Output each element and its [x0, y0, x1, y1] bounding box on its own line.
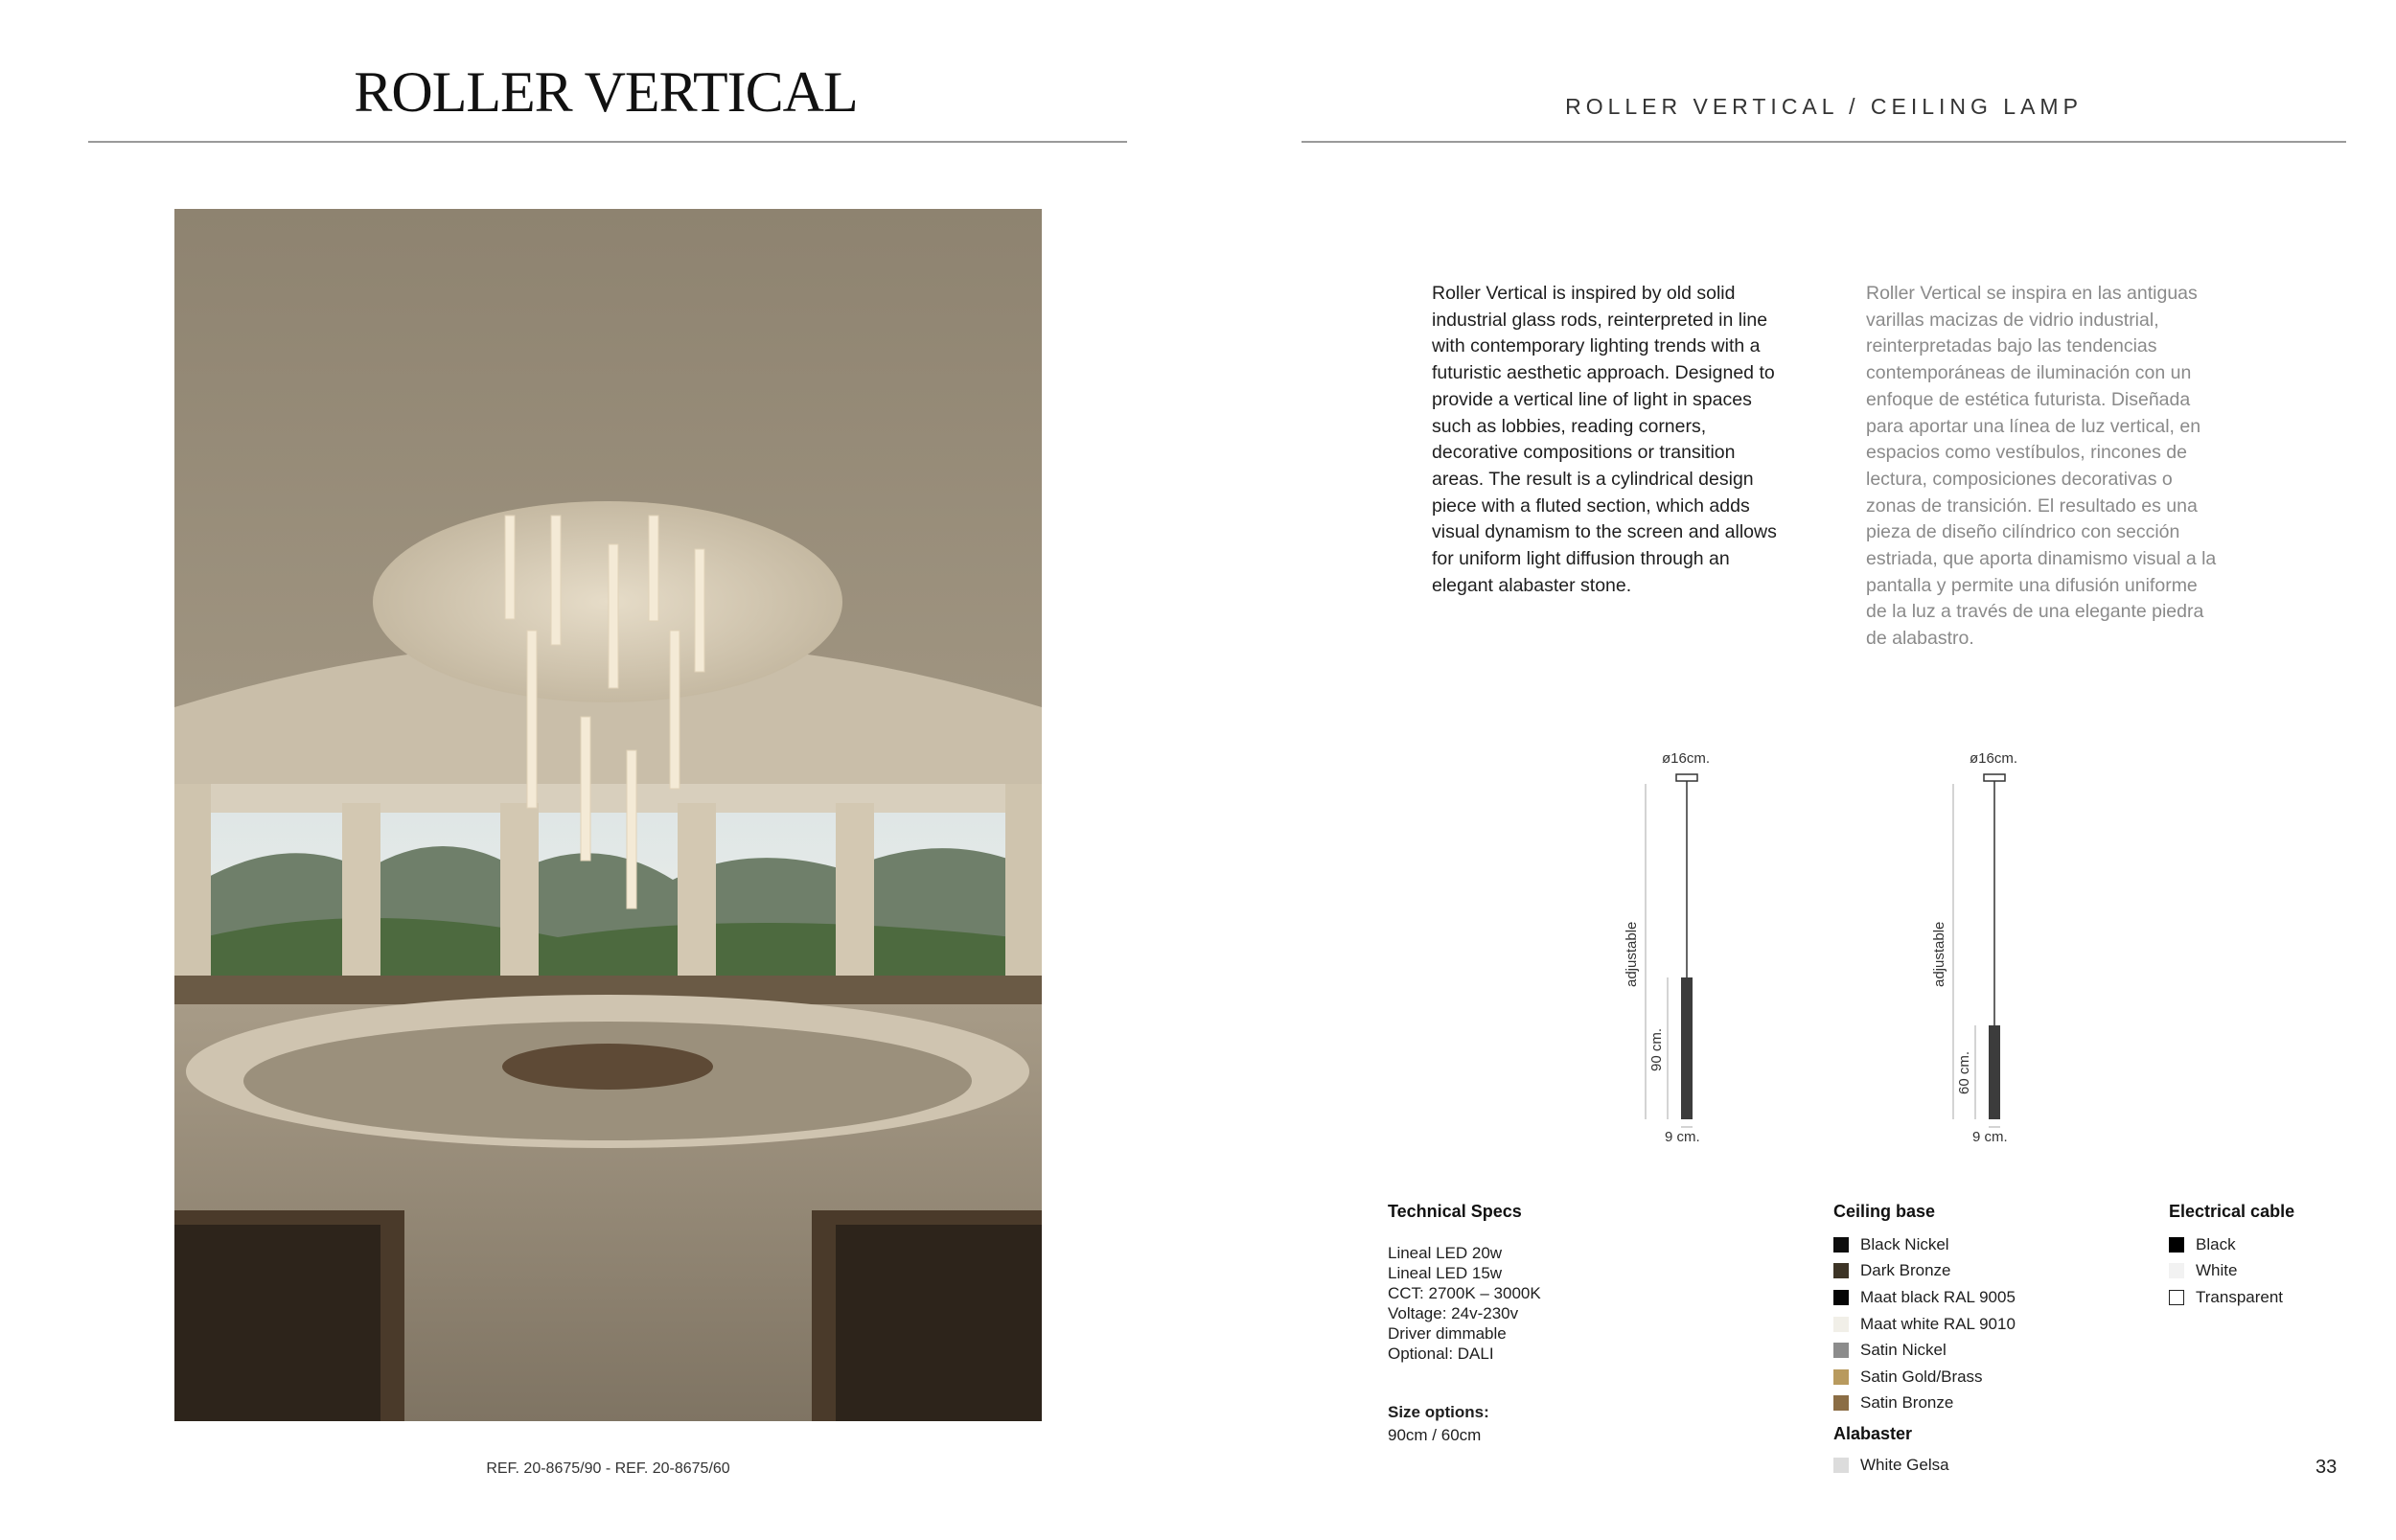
lifestyle-photo [174, 209, 1042, 1421]
spec-line: Driver dimmable [1388, 1324, 1507, 1343]
finish-option [1833, 1391, 2140, 1417]
spec-line: Voltage: 24v-230v [1388, 1304, 1519, 1322]
spec-line: Optional: DALI [1388, 1345, 1494, 1363]
spec-line: Lineal LED 20w [1388, 1244, 1503, 1262]
finish-label: Satin Gold/Brass [1860, 1367, 1983, 1386]
lamp-body [1989, 1025, 2000, 1119]
finish-label: Satin Bronze [1860, 1393, 1954, 1413]
spec-line: Lineal LED 15w [1388, 1264, 1503, 1282]
description-spanish: Roller Vertical se inspira en las antiguas varillas macizas de vidrio industrial, reinterpretadas bajo las tendencias contemporáneas de iluminación con un enfoque de estética futurista. Diseñada para aportar una línea de luz vertical, en espacios como vestíbulos, rincones de lectura, composiciones decorativas o zonas de transición. El resultado es una pieza de diseño cilíndrico con sección estriada, que aporta dinamismo visual a la pantalla y permite una difusión uniforme de la luz a través de una elegante piedra de alabastro. [1866, 283, 2217, 650]
size-options-heading: Size options: [1388, 1403, 1489, 1421]
title-divider [88, 141, 1127, 143]
finish-option [1833, 1284, 2140, 1311]
color-swatch [2169, 1290, 2184, 1305]
ceiling-base-heading: Ceiling base [1833, 1202, 1936, 1221]
width-label: 9 cm. [1665, 1129, 1700, 1145]
alabaster-heading: Alabaster [1833, 1424, 1913, 1444]
canopy-diameter-label: ø16cm. [1662, 750, 1711, 767]
color-swatch [2169, 1263, 2184, 1278]
technical-specs-heading: Technical Specs [1388, 1202, 1522, 1221]
product-reference: REF. 20-8675/90 - REF. 20-8675/60 [486, 1460, 730, 1477]
finish-option [1833, 1364, 2140, 1391]
finish-label: Black Nickel [1860, 1234, 1949, 1253]
cable-option [2169, 1284, 2361, 1311]
canopy-shape [1676, 774, 1697, 781]
cable-label: Black [2196, 1234, 2236, 1253]
cable-label: White [2196, 1261, 2238, 1280]
color-swatch [1833, 1237, 1849, 1253]
color-swatch [1833, 1290, 1849, 1305]
page-title: ROLLER VERTICAL [354, 60, 858, 124]
color-swatch [1833, 1263, 1849, 1278]
length-label: 60 cm. [1956, 1050, 1972, 1094]
page-number: 33 [2315, 1457, 2338, 1478]
electrical-cable-heading: Electrical cable [2169, 1202, 2295, 1221]
finish-option [1833, 1231, 2140, 1258]
adjustable-label: adjustable [1624, 921, 1640, 987]
cable-label: Transparent [2196, 1287, 2284, 1306]
description-english: Roller Vertical is inspired by old solid industrial glass rods, reinterpreted in line with contemporary lighting trends with a futuristic aesthetic approach. Designed to provide a vertical line of light in spaces such as lobbies, reading corners, decorative compositions or transition areas. The result is a cylindrical design piece with a fluted section, which adds visual dynamism to the screen and allows for uniform light diffusion through an elegant alabaster stone. [1432, 283, 1777, 596]
technical-specs [1388, 1202, 1675, 1445]
canopy-shape [1984, 774, 2005, 781]
technical-drawing-60 [1918, 747, 2071, 1150]
adjustable-label: adjustable [1931, 921, 1947, 987]
color-swatch [1833, 1317, 1849, 1332]
color-swatch [2169, 1237, 2184, 1253]
ceiling-base-finishes [1833, 1202, 2140, 1479]
lamp-body [1681, 977, 1693, 1119]
color-swatch [1833, 1369, 1849, 1385]
cable-option [2169, 1231, 2361, 1258]
length-label: 90 cm. [1648, 1027, 1665, 1071]
finish-label: White Gelsa [1860, 1455, 1949, 1474]
color-swatch [1833, 1458, 1849, 1473]
technical-drawing-90 [1610, 747, 1763, 1150]
finish-label: Maat black RAL 9005 [1860, 1287, 2016, 1306]
finish-label: Maat white RAL 9010 [1860, 1314, 2016, 1333]
canopy-diameter-label: ø16cm. [1970, 750, 2018, 767]
section-header: ROLLER VERTICAL / CEILING LAMP [1565, 94, 2083, 119]
finish-option [1833, 1337, 2140, 1364]
color-swatch [1833, 1343, 1849, 1358]
finish-option [1833, 1311, 2140, 1338]
cable-option [2169, 1258, 2361, 1285]
header-divider [1302, 141, 2346, 143]
electrical-cable-options [2169, 1202, 2361, 1311]
finish-option [1833, 1258, 2140, 1285]
size-options-value: 90cm / 60cm [1388, 1426, 1482, 1444]
color-swatch [1833, 1395, 1849, 1411]
finish-label: Satin Nickel [1860, 1341, 1947, 1360]
width-label: 9 cm. [1972, 1129, 2008, 1145]
finish-option [1833, 1452, 2140, 1479]
spec-line: CCT: 2700K – 3000K [1388, 1284, 1541, 1302]
finish-label: Dark Bronze [1860, 1261, 1951, 1280]
